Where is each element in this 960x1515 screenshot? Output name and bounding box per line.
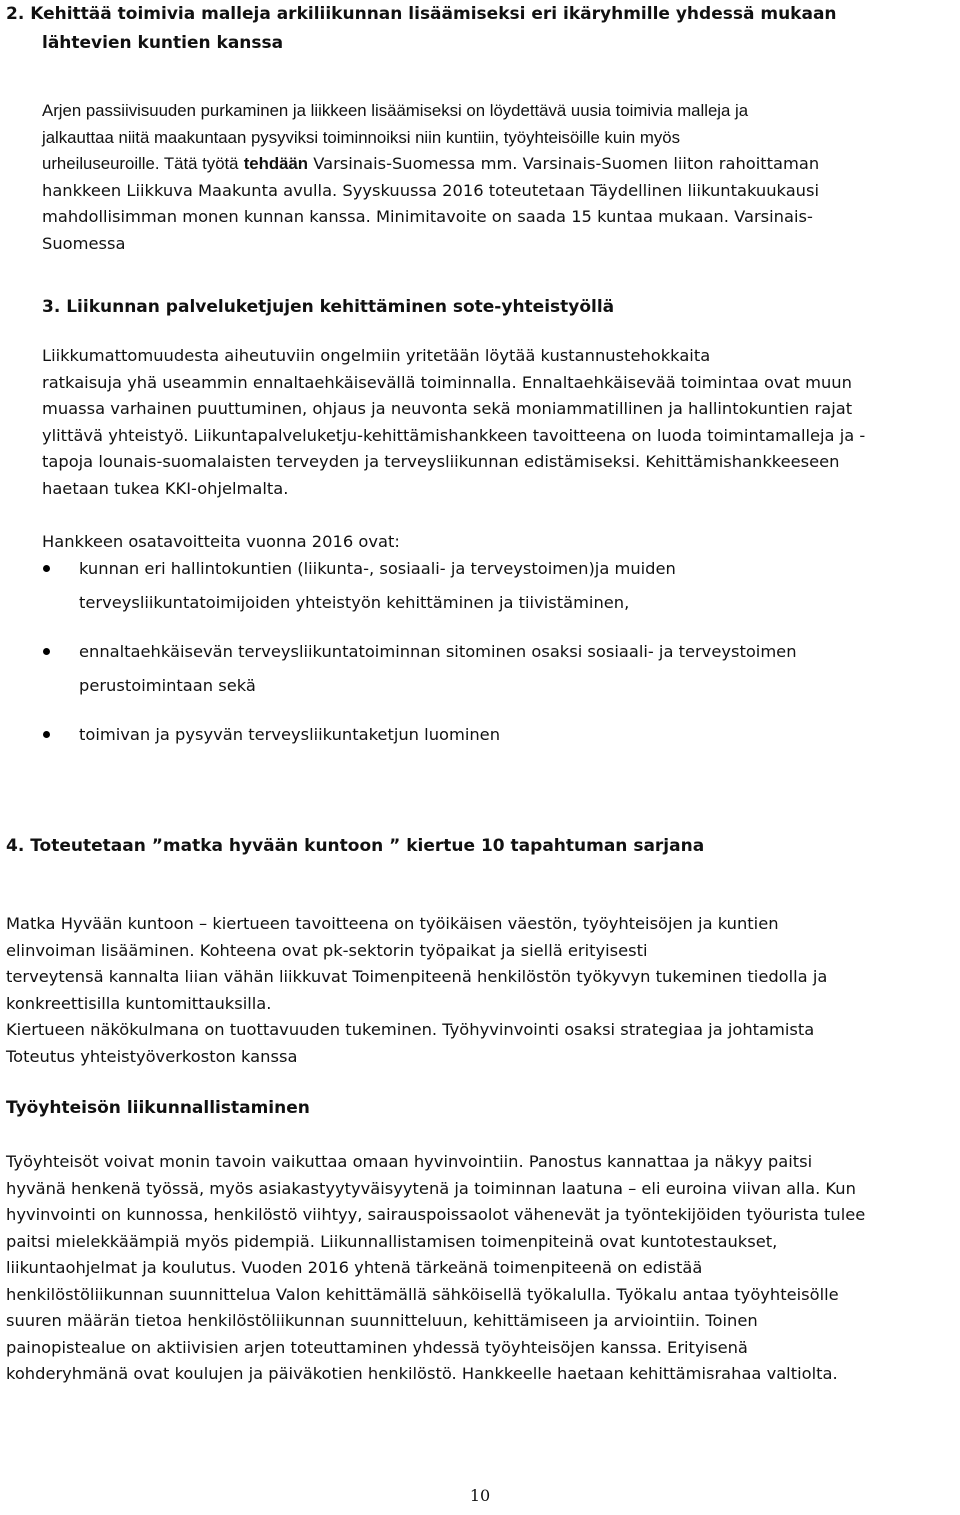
bullet-icon	[43, 565, 50, 572]
paragraph-line: mahdollisimman monen kunnan kanssa. Minimitavoite on saada 15 kuntaa mukaan. Varsinais-	[42, 207, 813, 226]
paragraph-line: Suomessa	[42, 233, 126, 253]
list-item-line: ennaltaehkäisevän terveysliikuntatoiminnan sitominen osaksi sosiaali- ja terveystoimen	[79, 642, 797, 661]
heading-line: 2. Kehittää toimivia malleja arkiliikunnan lisäämiseksi eri ikäryhmille yhdessä mukaan	[6, 4, 837, 24]
paragraph-line: hyvinvointi on kunnossa, henkilöstö viihtyy, sairauspoissaolot vähenevät ja työntekijöiden työurista tulee	[6, 1205, 866, 1224]
bullet-icon	[43, 731, 50, 738]
list-item-text	[79, 639, 797, 699]
paragraph-line: kohderyhmänä ovat koulujen ja päiväkotien henkilöstö. Hankkeelle haetaan kehittämisrahaa valtiolta.	[6, 1364, 838, 1383]
emphasis-text: tehdään	[243, 154, 309, 173]
paragraph-line: muassa varhainen puuttuminen, ohjaus ja neuvonta sekä moniammatillinen ja hallintokuntien rajat	[42, 399, 853, 418]
paragraph-line: jalkauttaa niitä maakuntaan pysyviksi toiminnoiksi niin kuntiin, työyhteisöille kuin myös	[42, 127, 680, 147]
paragraph-line: terveytensä kannalta liian vähän liikkuvat Toimenpiteenä henkilöstön työkyvyn tukeminen tiedolla ja	[6, 967, 828, 986]
list-item-line: toimivan ja pysyvän terveysliikuntaketjun luominen	[79, 725, 501, 744]
workplace-heading	[6, 1094, 310, 1123]
paragraph-line: konkreettisilla kuntomittauksilla.	[6, 993, 272, 1013]
paragraph-line: Kiertueen näkökulmana on tuottavuuden tukeminen. Työhyvinvointi osaksi strategiaa ja johtamista	[6, 1020, 815, 1039]
paragraph-line: tapoja lounais-suomalaisten terveyden ja terveysliikunnan edistämiseksi. Kehittämishankkeeseen	[42, 452, 840, 471]
paragraph-line: Hankkeen osatavoitteita vuonna 2016 ovat:	[42, 532, 400, 551]
paragraph-line: ratkaisuja yhä useammin ennaltaehkäisevällä toiminnalla. Ennaltaehkäisevää toimintaa ovat muun	[42, 372, 852, 392]
paragraph-line: hyvänä henkenä työssä, myös asiakastyytyväisyytenä ja toiminnan laatuna – eli euroina viivan alla. Kun	[6, 1178, 856, 1198]
list-item-line: terveysliikuntatoimijoiden yhteistyön kehittäminen ja tiivistäminen,	[79, 592, 630, 612]
list-item-line: kunnan eri hallintokuntien (liikunta-, sosiaali- ja terveystoimen)ja muiden	[79, 559, 676, 578]
paragraph-line: elinvoiman lisääminen. Kohteena ovat pk-sektorin työpaikat ja siellä erityisesti	[6, 940, 648, 960]
paragraph-line: liikuntaohjelmat ja koulutus. Vuoden 2016 yhtenä tärkeänä toimenpiteenä on edistää	[6, 1258, 703, 1277]
section-2-paragraph	[42, 98, 819, 257]
paragraph-line: suuren määrän tietoa henkilöstöliikunnan suunnitteluun, kehittämiseen ja arviointiin. Toinen	[6, 1311, 758, 1330]
list-item-line: perustoimintaan sekä	[79, 675, 256, 695]
section-3-paragraph	[42, 343, 865, 502]
heading-line: lähtevien kuntien kanssa	[42, 33, 284, 53]
paragraph-line: Työyhteisöt voivat monin tavoin vaikuttaa omaan hyvinvointiin. Panostus kannattaa ja näkyy paitsi	[6, 1152, 813, 1171]
inline-text: urheiluseuroille. Tätä työtä	[42, 154, 239, 173]
section-2-heading	[6, 0, 837, 58]
paragraph-line: haetaan tukea KKI-ohjelmalta.	[42, 478, 289, 498]
paragraph-line: henkilöstöliikunnan suunnittelua Valon kehittämällä sähköisellä työkalulla. Työkalu antaa työyhteisölle	[6, 1284, 839, 1304]
inline-text: Varsinais-Suomessa mm. Varsinais-Suomen liiton rahoittaman	[313, 154, 820, 173]
paragraph-line: Toteutus yhteistyöverkoston kanssa	[6, 1046, 298, 1066]
list-item-text	[79, 722, 500, 749]
section-3-heading	[42, 293, 614, 322]
paragraph-line: Arjen passiivisuuden purkaminen ja liikkeen lisäämiseksi on löydettävä uusia toimivia malleja ja	[42, 101, 749, 120]
list-item-text	[79, 556, 676, 616]
paragraph-line: hankkeen Liikkuva Maakunta avulla. Syyskuussa 2016 toteutetaan Täydellinen liikuntakuukausi	[42, 180, 819, 200]
heading-line: 3. Liikunnan palveluketjujen kehittäminen sote-yhteistyöllä	[42, 297, 615, 317]
heading-line: 4. Toteutetaan ”matka hyvään kuntoon ” kiertue 10 tapahtuman sarjana	[6, 836, 705, 856]
paragraph-line: Liikkumattomuudesta aiheutuviin ongelmiin yritetään löytää kustannustehokkaita	[42, 346, 711, 365]
heading-line: Työyhteisön liikunnallistaminen	[6, 1098, 310, 1118]
goals-intro	[42, 529, 400, 556]
paragraph-line: Matka Hyvään kuntoon – kiertueen tavoitteena on työikäisen väestön, työyhteisöjen ja kuntien	[6, 914, 779, 933]
paragraph-line: paitsi mielekkäämpiä myös pidempiä. Liikunnallistamisen toimenpiteinä ovat kuntotestaukset,	[6, 1231, 778, 1251]
page-number: 10	[469, 1486, 491, 1505]
workplace-paragraph	[6, 1149, 865, 1388]
paragraph-line: ylittävä yhteistyö. Liikuntapalveluketju-kehittämishankkeen tavoitteena on luoda toimintamalleja ja -	[42, 425, 866, 445]
section-4-paragraph	[6, 911, 827, 1070]
section-4-heading	[6, 832, 704, 861]
paragraph-line: painopistealue on aktiivisien arjen toteuttaminen yhdessä työyhteisöjen kanssa. Erityisenä	[6, 1337, 748, 1357]
paragraph-line	[42, 151, 819, 178]
bullet-icon	[43, 648, 50, 655]
